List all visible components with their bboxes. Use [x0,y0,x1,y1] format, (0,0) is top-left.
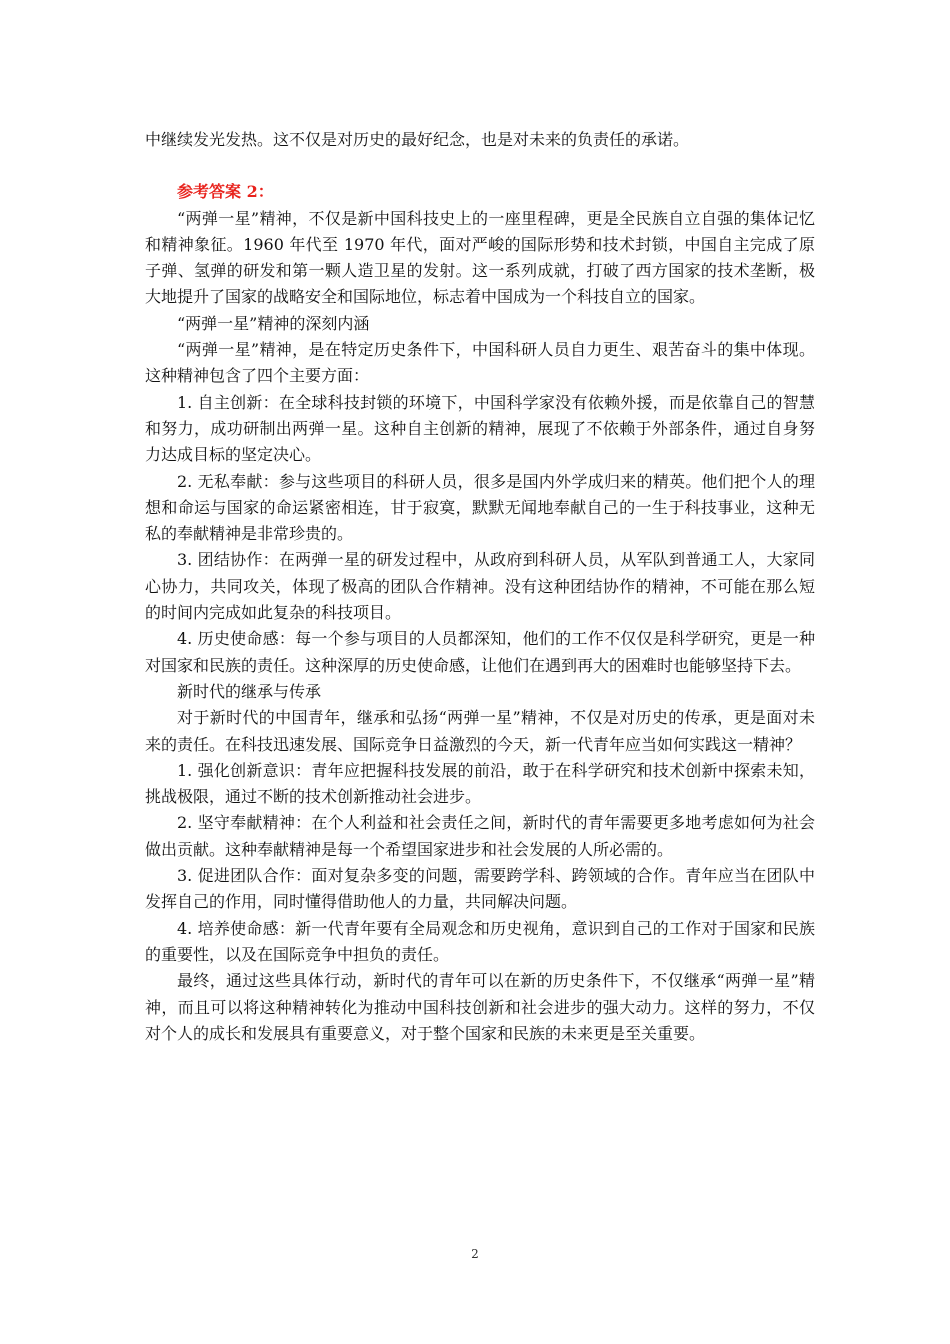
list-item-innovation: 1. 自主创新：在全球科技封锁的环境下，中国科学家没有依赖外援，而是依靠自己的智慧和努力，成功研制出两弹一星。这种自主创新的精神，展现了不依赖于外部条件，通过自身努力达成目标的坚定决心。 [145,392,815,465]
list-item-innovation-awareness: 1. 强化创新意识：青年应把握科技发展的前沿，敢于在科学研究和技术创新中探索未知，挑战极限，通过不断的技术创新推动社会进步。 [145,760,815,807]
list-item-dedication-spirit: 2. 坚守奉献精神：在个人利益和社会责任之间，新时代的青年需要更多地考虑如何为社会做出贡献。这种奉献精神是每一个希望国家进步和社会发展的人所必需的。 [145,813,815,859]
paragraph-inheritance: 对于新时代的中国青年，继承和弘扬“两弹一星”精神，不仅是对历史的传承，更是面对未来的责任。在科技迅速发展、国际竞争日益激烈的今天，新一代青年应当如何实践这一精神？ [145,708,815,754]
page-number: 2 [471,1247,479,1261]
list-item-mission: 4. 历史使命感：每一个参与项目的人员都深知，他们的工作不仅仅是科学研究，更是一种对国家和民族的责任。这种深厚的历史使命感，让他们在遇到再大的困难时也能够坚持下去。 [145,629,815,675]
list-item-teamwork: 3. 促进团队合作：面对复杂多变的问题，需要跨学科、跨领域的合作。青年应当在团队中发挥自己的作用，同时懂得借助他人的力量，共同解决问题。 [145,866,815,912]
list-item-sense-of-mission: 4. 培养使命感：新一代青年要有全局观念和历史视角，意识到自己的工作对于国家和民族的重要性，以及在国际竞争中担负的责任。 [145,918,815,964]
list-item-collaboration: 3. 团结协作：在两弹一星的研发过程中，从政府到科研人员，从军队到普通工人，大家同心协力，共同攻关，体现了极高的团队合作精神。没有这种团结协作的精神，不可能在那么短的时间内完成如此复杂的科技项目。 [145,550,815,623]
paragraph-continuation: 中继续发光发热。这不仅是对历史的最好纪念，也是对未来的负责任的承诺。 [145,130,690,149]
paragraph-intro: “两弹一星”精神，不仅是新中国科技史上的一座里程碑，更是全民族自立自强的集体记忆和精神象征。1960 年代至 1970 年代，面对严峻的国际形势和技术封锁，中国自主完成了原子弹、氢弹的研发和第一颗人造卫星的发射。这一系列成就，打破了西方国家的技术垄断，极大地提升了国家的战略安全和国际地位，标志着中国成为一个科技自立的国家。 [145,208,815,307]
list-item-dedication: 2. 无私奉献：参与这些项目的科研人员，很多是国内外学成归来的精英。他们把个人的理想和命运与国家的命运紧密相连，甘于寂寞，默默无闻地奉献自己的一生于科技事业，这种无私的奉献精神是非常珍贵的。 [145,471,815,544]
paragraph-conclusion: 最终，通过这些具体行动，新时代的青年可以在新的历史条件下，不仅继承“两弹一星”精神，而且可以将这种精神转化为推动中国科技创新和社会进步的强大动力。这样的努力，不仅对个人的成长和发展具有重要意义，对于整个国家和民族的未来更是至关重要。 [145,971,815,1043]
answer-heading: 参考答案 2： [177,182,274,202]
paragraph-connotation: “两弹一星”精神，是在特定历史条件下，中国科研人员自力更生、艰苦奋斗的集中体现。这种精神包含了四个主要方面： [145,340,815,386]
document-body [145,127,815,1047]
section-heading-inheritance: 新时代的继承与传承 [177,681,322,701]
paragraph-gap [145,153,815,179]
section-heading-connotation: “两弹一星”精神的深刻内涵 [177,313,370,333]
